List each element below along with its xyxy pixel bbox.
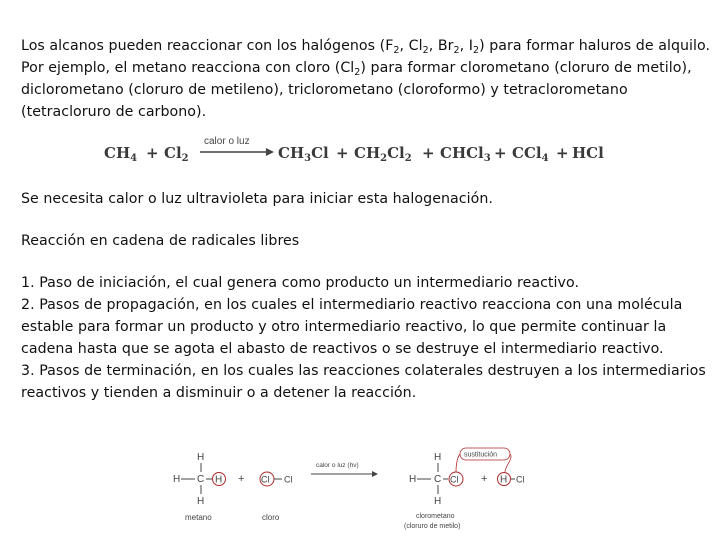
intro-text: Los alcanos pueden reaccionar con los halógenos (F — [21, 38, 394, 54]
step-propagation: 2. Pasos de propagación, en los cuales el intermediario reactivo reacciona con una molécula estable para formar un producto y otro intermediario reactivo, lo que permite continuar la cadena hasta que se agota el abasto de reactivos o se destruye el intermediario reactivo. — [21, 297, 683, 357]
plus-sign: + — [146, 144, 159, 162]
hcl-structure — [498, 473, 525, 486]
plus-sign: + — [494, 144, 507, 162]
arrow-label: calor o luz (hν) — [316, 462, 359, 469]
atom-cl: Cl — [516, 474, 525, 485]
atom-h: H — [197, 452, 205, 463]
steps-list — [21, 272, 711, 404]
intro-text: ) para formar clorometano (cloruro de metilo), diclorometano (cloruro de metileno), triclorometano (cloroformo) y tetraclorometano (tetracloruro de carbono). — [21, 60, 692, 120]
label-chloromethane-alt: (cloruro de metilo) — [404, 523, 461, 530]
plus-sign: + — [422, 144, 435, 162]
atom-cl: Cl — [261, 474, 270, 485]
product-ch3cl: $CH_3Cl$ — [278, 144, 329, 164]
intro-text: ) para formar haluros de alquilo. Por ejemplo, el metano reacciona con cloro (Cl — [21, 38, 711, 76]
reactant-ch4: $CH_4$ — [104, 144, 138, 164]
intro-paragraph — [21, 35, 711, 123]
atom-h: H — [434, 452, 442, 463]
section-heading: Reacción en cadena de radicales libres — [21, 233, 300, 249]
product-chcl3: CHCl$_3$ — [440, 144, 491, 164]
product-ch2cl2: $CH_2Cl_2$ — [354, 144, 412, 164]
subscript: 2 — [393, 45, 400, 56]
methane-structure — [173, 452, 226, 522]
chlorine-structure — [260, 472, 293, 522]
product-hcl: HCl — [572, 144, 604, 162]
atom-cl: Cl — [450, 474, 459, 485]
uv-sentence: Se necesita calor o luz ultravioleta para iniciar esta halogenación. — [21, 191, 493, 207]
subscript: 2 — [422, 45, 429, 56]
reactant-cl2: $Cl_2$ — [164, 144, 189, 164]
chloromethane-structure — [404, 452, 463, 530]
label-methane: metano — [185, 513, 212, 522]
step-termination: 3. Pasos de terminación, en los cuales las reacciones colaterales destruyen a los intermediarios reactivos y tienden a disminuir o a detener la reacción. — [21, 363, 706, 401]
subscript: 2 — [354, 67, 361, 78]
substitution-label: sustitución — [464, 451, 498, 459]
atom-h: H — [500, 474, 508, 486]
subscript: 2 — [453, 45, 460, 56]
atom-h: H — [173, 474, 181, 485]
intro-text: , Br — [428, 38, 454, 54]
atom-h: H — [434, 496, 442, 507]
atom-h: H — [215, 474, 223, 486]
subscript: 2 — [472, 45, 480, 56]
product-ccl4: CCl$_4$ — [512, 144, 549, 164]
plus-sign: + — [556, 144, 569, 162]
halogenation-equation — [100, 132, 612, 168]
substitution-mechanism — [168, 444, 528, 536]
plus-sign: + — [481, 473, 488, 485]
substitution-arrow — [456, 454, 460, 472]
atom-c: C — [434, 474, 442, 485]
label-chlorine: cloro — [262, 513, 280, 522]
atom-h: H — [197, 496, 205, 507]
condition-label: calor o luz — [204, 136, 250, 147]
intro-text: , I — [459, 38, 473, 54]
arrow-head-icon — [266, 148, 274, 156]
arrow-head-icon — [372, 471, 378, 477]
atom-cl: Cl — [284, 474, 293, 485]
intro-text: , Cl — [399, 38, 423, 54]
step-initiation: 1. Paso de iniciación, el cual genera como producto un intermediario reactivo. — [21, 275, 580, 291]
plus-sign: + — [336, 144, 349, 162]
label-chloromethane: clorometano — [416, 513, 455, 520]
atom-h: H — [409, 474, 417, 485]
plus-sign: + — [238, 473, 245, 485]
atom-c: C — [197, 474, 205, 485]
